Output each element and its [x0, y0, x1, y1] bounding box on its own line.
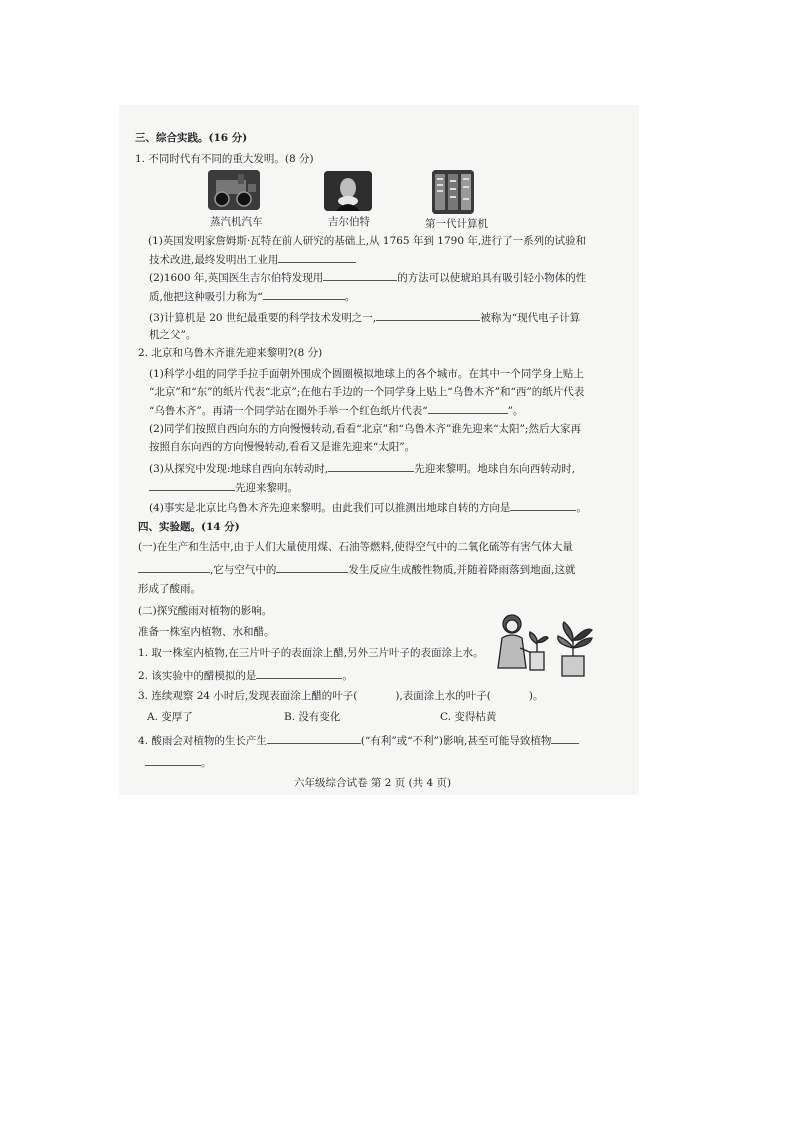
part1-line-a: (一)在生产和生活中,由于人们大量使用煤、石油等燃料,使得空气中的二氧化硫等有害气体大量 — [138, 541, 573, 553]
q1-3-line-a: (3)计算机是 20 世纪最重要的科学技术发明之一, 被称为“现代电子计算 — [149, 312, 581, 324]
part2-prep: 准备一株室内植物、水和醋。 — [138, 626, 275, 638]
part2-step-4-line-b: 。 — [145, 755, 212, 770]
caption-steam-car: 蒸汽机汽车 — [210, 216, 263, 228]
answer-blank[interactable] — [376, 310, 480, 321]
section-title-4: 四、实验题。(14 分) — [138, 521, 240, 533]
section-title-3: 三、综合实践。(16 分) — [135, 132, 248, 144]
gilbert-portrait-image — [324, 171, 372, 211]
q1-1-line-b: 技术改进,最终发明出工业用 — [149, 252, 356, 267]
caption-gilbert: 吉尔伯特 — [328, 216, 370, 228]
q2-2-line-b: 按照自东向西的方向慢慢转动,看看又是谁先迎来“太阳”。 — [149, 441, 416, 453]
answer-blank[interactable] — [149, 480, 235, 491]
part2-title: (二)探究酸雨对植物的影响。 — [138, 605, 273, 617]
q1-1-line-a: (1)英国发明家詹姆斯·瓦特在前人研究的基础上,从 1765 年到 1790 年,进行了一系列的试验和 — [148, 235, 587, 247]
part2-step-2: 2. 该实验中的醋模拟的是 。 — [138, 670, 353, 682]
part1-line-c: 形成了酸雨。 — [138, 583, 201, 595]
q2-4-line: (4)事实是北京比乌鲁木齐先迎来黎明。由此我们可以推测出地球自转的方向是 。 — [149, 502, 587, 514]
steam-car-image — [208, 170, 260, 210]
option-a[interactable]: A. 变厚了 — [147, 711, 193, 723]
question-1-title: 1. 不同时代有不同的重大发明。(8 分) — [135, 153, 314, 165]
part1-line-b: ,它与空气中的 发生反应生成酸性物质,并随着降雨落到地面,这就 — [138, 562, 576, 577]
q2-2-line-a: (2)同学们按照自西向东的方向慢慢转动,看看“北京”和“乌鲁木齐”谁先迎来“太阳”;然后大家再 — [149, 423, 581, 435]
q2-1-line-a: (1)科学小组的同学手拉手面朝外围成个圆圈模拟地球上的各个城市。在其中一个同学身上贴上 — [149, 368, 584, 380]
answer-blank[interactable] — [256, 668, 342, 679]
option-b[interactable]: B. 没有变化 — [284, 711, 341, 723]
first-computer-image — [432, 170, 474, 214]
answer-blank[interactable] — [138, 562, 210, 573]
answer-blank[interactable] — [267, 733, 361, 744]
part2-step-3: 3. 连续观察 24 小时后,发现表面涂上醋的叶子( ),表面涂上水的叶子( )。 — [138, 690, 544, 702]
answer-blank[interactable] — [145, 755, 201, 766]
answer-blank[interactable] — [328, 461, 414, 472]
question-2-title: 2. 北京和乌鲁木齐谁先迎来黎明?(8 分) — [138, 347, 323, 359]
answer-blank[interactable] — [276, 562, 348, 573]
answer-blank[interactable] — [428, 403, 508, 414]
q1-3-line-b: 机之父”。 — [149, 329, 197, 341]
caption-first-computer: 第一代计算机 — [425, 218, 488, 230]
answer-blank[interactable] — [323, 270, 397, 281]
answer-blank[interactable] — [278, 252, 356, 263]
plant-experiment-illustration — [490, 608, 610, 680]
answer-blank[interactable] — [263, 289, 345, 300]
answer-blank[interactable] — [510, 500, 576, 511]
part2-step-1: 1. 取一株室内植物,在三片叶子的表面涂上醋,另外三片叶子的表面涂上水。 — [138, 647, 484, 659]
q1-2-line-a: (2)1600 年,英国医生吉尔伯特发现用 的方法可以使琥珀具有吸引轻小物体的性 — [149, 272, 587, 284]
option-c[interactable]: C. 变得枯黄 — [440, 711, 497, 723]
answer-blank[interactable] — [551, 733, 579, 744]
q2-3-line-a: (3)从探究中发现:地球自西向东转动时, 先迎来黎明。地球自东向西转动时, — [149, 463, 576, 475]
q2-3-line-b: 先迎来黎明。 — [149, 480, 298, 495]
part2-step-4-line-a: 4. 酸雨会对植物的生长产生 (“有利”或“不利”)影响,甚至可能导致植物 — [138, 733, 579, 748]
q2-1-line-b: “北京”和“东”的纸片代表“北京”;在他右手边的一个同学身上贴上“乌鲁木齐”和“西”的纸片代表 — [149, 386, 585, 398]
page-footer: 六年级综合试卷 第 2 页 (共 4 页) — [294, 777, 452, 789]
q1-2-line-b: 质,他把这种吸引力称为“ 。 — [149, 291, 356, 303]
q2-1-line-c: “乌鲁木齐”。再请一个同学站在圈外手举一个红色纸片代表“ ”。 — [149, 405, 524, 417]
